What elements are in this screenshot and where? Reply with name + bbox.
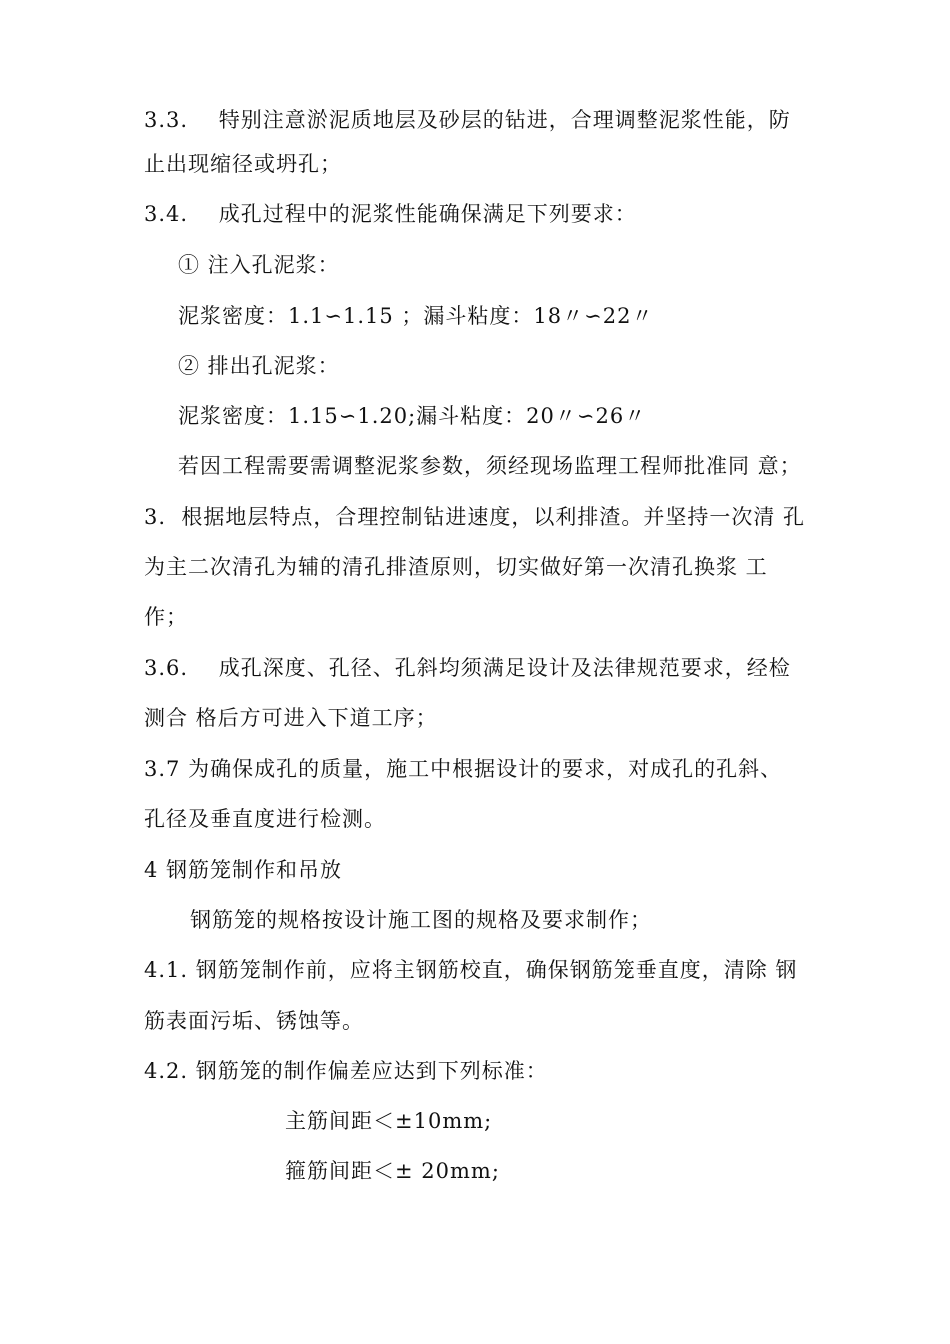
text-line: 4.2. 钢筋笼的制作偏差应达到下列标准： — [144, 1059, 548, 1083]
text-line: 若因工程需要需调整泥浆参数，须经现场监理工程师批准同 意； — [178, 454, 802, 478]
text-line: 3.6. 成孔深度、孔径、孔斜均须满足设计及法律规范要求，经检 — [144, 656, 791, 680]
text-line: 孔径及垂直度进行检测。 — [144, 807, 386, 831]
text-line: 箍筋间距＜± 20mm; — [285, 1159, 500, 1183]
text-line: 泥浆密度：1.15∽1.20;漏斗粘度：20〃∽26〃 — [178, 404, 647, 428]
text-line: ② 排出孔泥浆： — [178, 354, 340, 378]
text-line: 4.1. 钢筋笼制作前，应将主钢筋校直，确保钢筋笼垂直度，清除 钢 — [144, 958, 798, 982]
text-line: 3.3. 特别注意淤泥质地层及砂层的钻进，合理调整泥浆性能，防 — [144, 108, 791, 132]
text-line: 泥浆密度：1.1∽1.15 ；漏斗粘度：18〃∽22〃 — [178, 304, 654, 328]
text-line: 钢筋笼的规格按设计施工图的规格及要求制作； — [190, 908, 652, 932]
section-heading: 4 钢筋笼制作和吊放 — [144, 858, 343, 882]
text-line: 3.7 为确保成孔的质量，施工中根据设计的要求，对成孔的孔斜、 — [144, 757, 783, 781]
text-line: 筋表面污垢、锈蚀等。 — [144, 1009, 364, 1033]
text-line: 主筋间距＜±10mm; — [285, 1109, 493, 1133]
text-line: 止出现缩径或坍孔； — [144, 152, 342, 176]
text-line: 测合 格后方可进入下道工序； — [144, 706, 438, 730]
text-line: 3. 根据地层特点，合理控制钻进速度，以利排渣。并坚持一次清 孔 — [144, 505, 806, 529]
text-line: 为主二次清孔为辅的清孔排渣原则，切实做好第一次清孔换浆 工 — [144, 555, 768, 579]
text-line: 作； — [144, 605, 188, 629]
text-line: ① 注入孔泥浆： — [178, 253, 340, 277]
text-line: 3.4. 成孔过程中的泥浆性能确保满足下列要求： — [144, 202, 637, 226]
